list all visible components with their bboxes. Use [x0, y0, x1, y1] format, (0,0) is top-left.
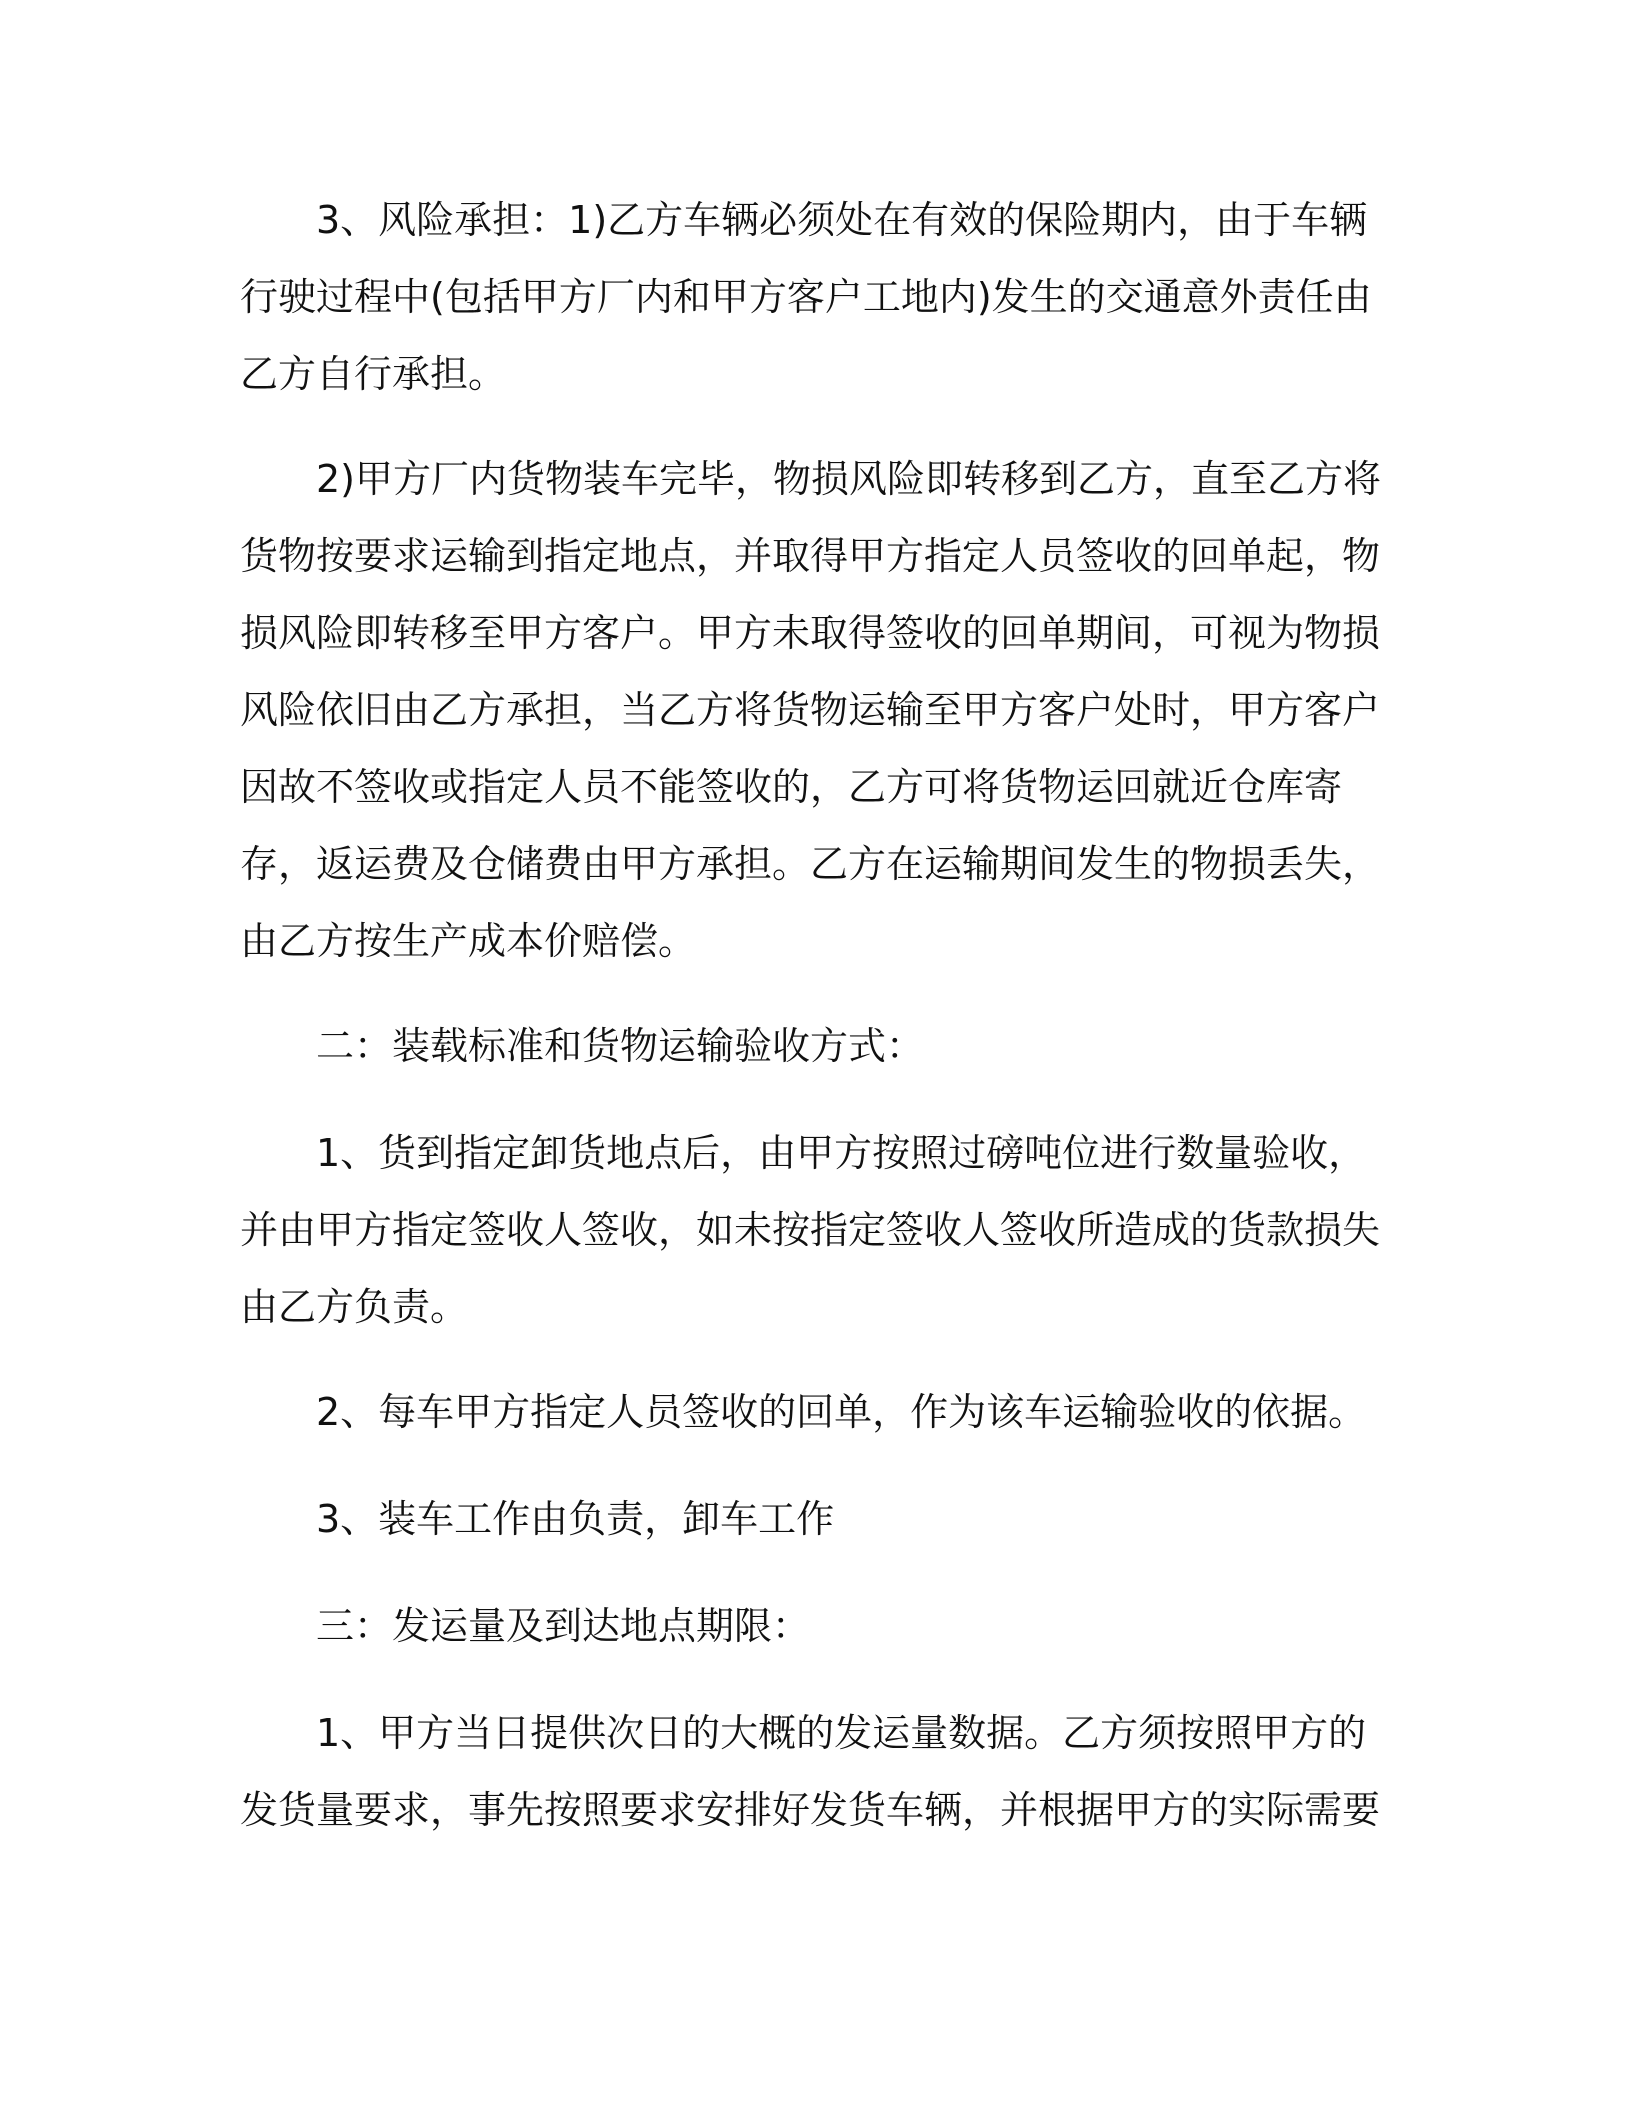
section-heading-loading-acceptance: 二：装载标准和货物运输验收方式：	[316, 1024, 925, 1068]
paragraph-shipping-1: 1、甲方当日提供次日的大概的发运量数据。乙方须按照甲方的发货量要求，事先按照要求安排好发货车辆，并根据甲方的实际需要	[240, 1711, 1381, 1832]
paragraph-acceptance-3: 3、装车工作由负责，卸车工作	[316, 1497, 835, 1541]
paragraph-gap	[240, 1346, 1390, 1374]
document-body	[240, 182, 1390, 1849]
paragraph-acceptance-2: 2、每车甲方指定人员签收的回单，作为该车运输验收的依据。	[316, 1390, 1367, 1434]
paragraph-acceptance-1: 1、货到指定卸货地点后，由甲方按照过磅吨位进行数量验收，并由甲方指定签收人签收，如未按指定签收人签收所造成的货款损失由乙方负责。	[240, 1131, 1381, 1329]
paragraph-risk-bearing-1: 3、风险承担：1)乙方车辆必须处在有效的保险期内，由于车辆行驶过程中(包括甲方厂内和甲方客户工地内)发生的交通意外责任由乙方自行承担。	[240, 198, 1372, 396]
paragraph-gap	[240, 980, 1390, 1008]
section-heading-shipping-volume: 三：发运量及到达地点期限：	[316, 1604, 811, 1648]
paragraph-gap	[240, 413, 1390, 441]
paragraph-risk-bearing-2: 2)甲方厂内货物装车完毕，物损风险即转移到乙方，直至乙方将货物按要求运输到指定地点，并取得甲方指定人员签收的回单起，物损风险即转移至甲方客户。甲方未取得签收的回单期间，可视为物损风险依旧由乙方承担，当乙方将货物运输至甲方客户处时，甲方客户因故不签收或指定人员不能签收的，乙方可将货物运回就近仓库寄存，返运费及仓储费由甲方承担。乙方在运输期间发生的物损丢失，由乙方按生产成本价赔偿。	[240, 457, 1382, 963]
